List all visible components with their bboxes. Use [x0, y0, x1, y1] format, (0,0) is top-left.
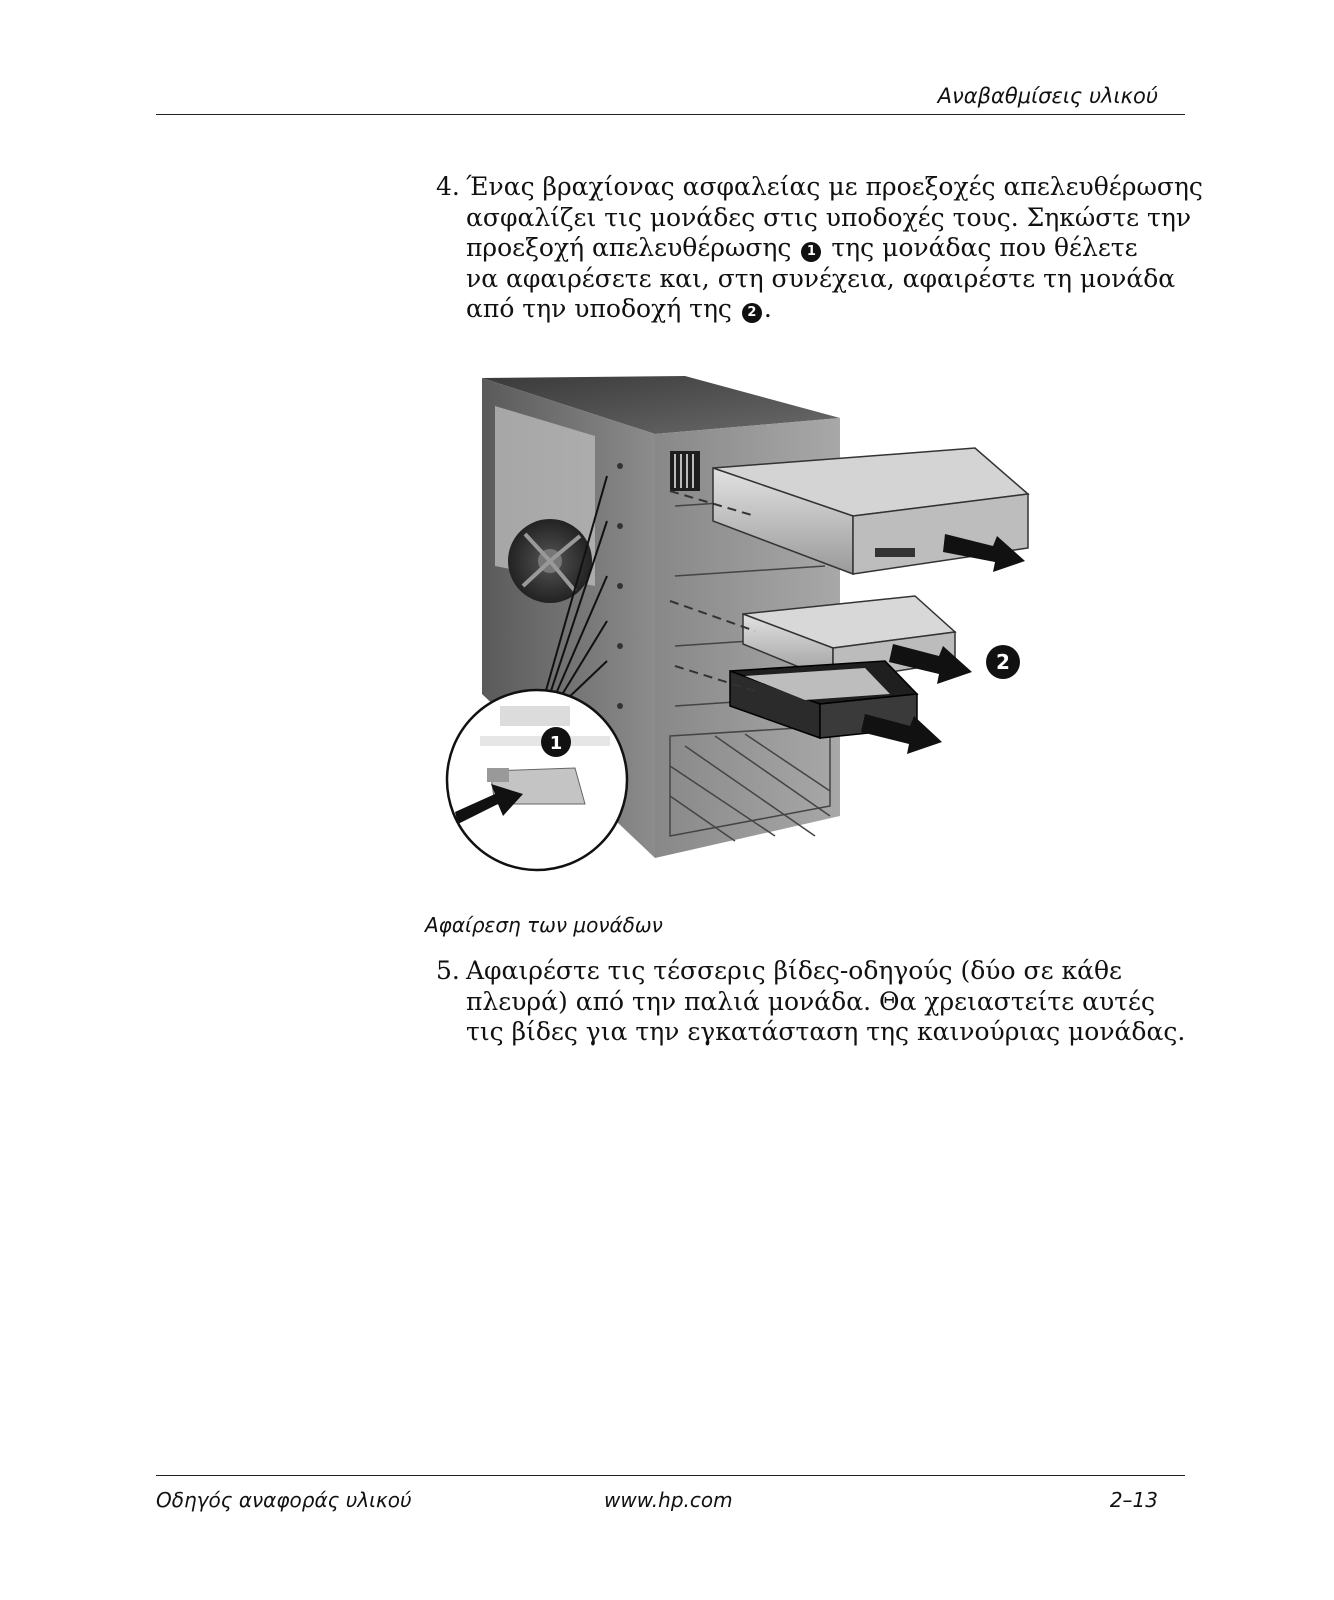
callout-2-icon: 2: [742, 303, 762, 323]
step-4-line-5-end: .: [763, 294, 772, 323]
step-4-line-2: ασφαλίζει τις μονάδες στις υποδοχές τους. Σηκώστε την: [466, 202, 1192, 232]
callout-2-label: 2: [996, 650, 1010, 674]
step-4: [436, 172, 1203, 325]
callout-1-label: 1: [549, 733, 563, 754]
release-tab-inset: [447, 690, 627, 870]
running-header: Αναβαθμίσεις υλικού: [937, 84, 1158, 108]
step-4-line-3: [466, 233, 1196, 264]
step-5: [436, 956, 1196, 1048]
step-4-text: [466, 172, 1203, 325]
footer-guide-title: Οδηγός αναφοράς υλικού: [156, 1488, 412, 1512]
figure-caption: Αφαίρεση των μονάδων: [425, 913, 663, 937]
step-4-line-4: να αφαιρέσετε και, στη συνέχεια, αφαιρέστε τη μονάδα: [466, 263, 1176, 293]
step-5-line-1: Αφαιρέστε τις τέσσερις βίδες-οδηγούς (δύο σε κάθε: [466, 956, 1122, 985]
step-4-line-5-start: από την υποδοχή της: [466, 294, 732, 323]
step-4-line-5: [466, 294, 1196, 325]
step-5-number: 5.: [436, 956, 460, 985]
footer-rule: [156, 1475, 1185, 1476]
step-4-line-1: Ένας βραχίονας ασφαλείας με προεξοχές απελευθέρωσης: [466, 172, 1203, 201]
drive-removal-illustration: [445, 376, 1065, 886]
step-4-number: 4.: [436, 172, 460, 201]
step-4-line-3-end: της μονάδας που θέλετε: [831, 233, 1138, 262]
step-5-line-3: τις βίδες για την εγκατάσταση της καινούριας μονάδας.: [466, 1017, 1186, 1046]
step-5-line-2: πλευρά) από την παλιά μονάδα. Θα χρειαστείτε αυτές: [466, 986, 1156, 1016]
callout-2-marker: [986, 645, 1020, 679]
header-rule: [156, 114, 1185, 115]
footer-website-link: www.hp.com: [604, 1488, 733, 1512]
callout-1-icon: 1: [801, 242, 821, 262]
step-4-line-3-start: προεξοχή απελευθέρωσης: [466, 233, 792, 262]
footer-page-number: 2–13: [1109, 1488, 1158, 1512]
step-5-text: [466, 956, 1196, 1048]
